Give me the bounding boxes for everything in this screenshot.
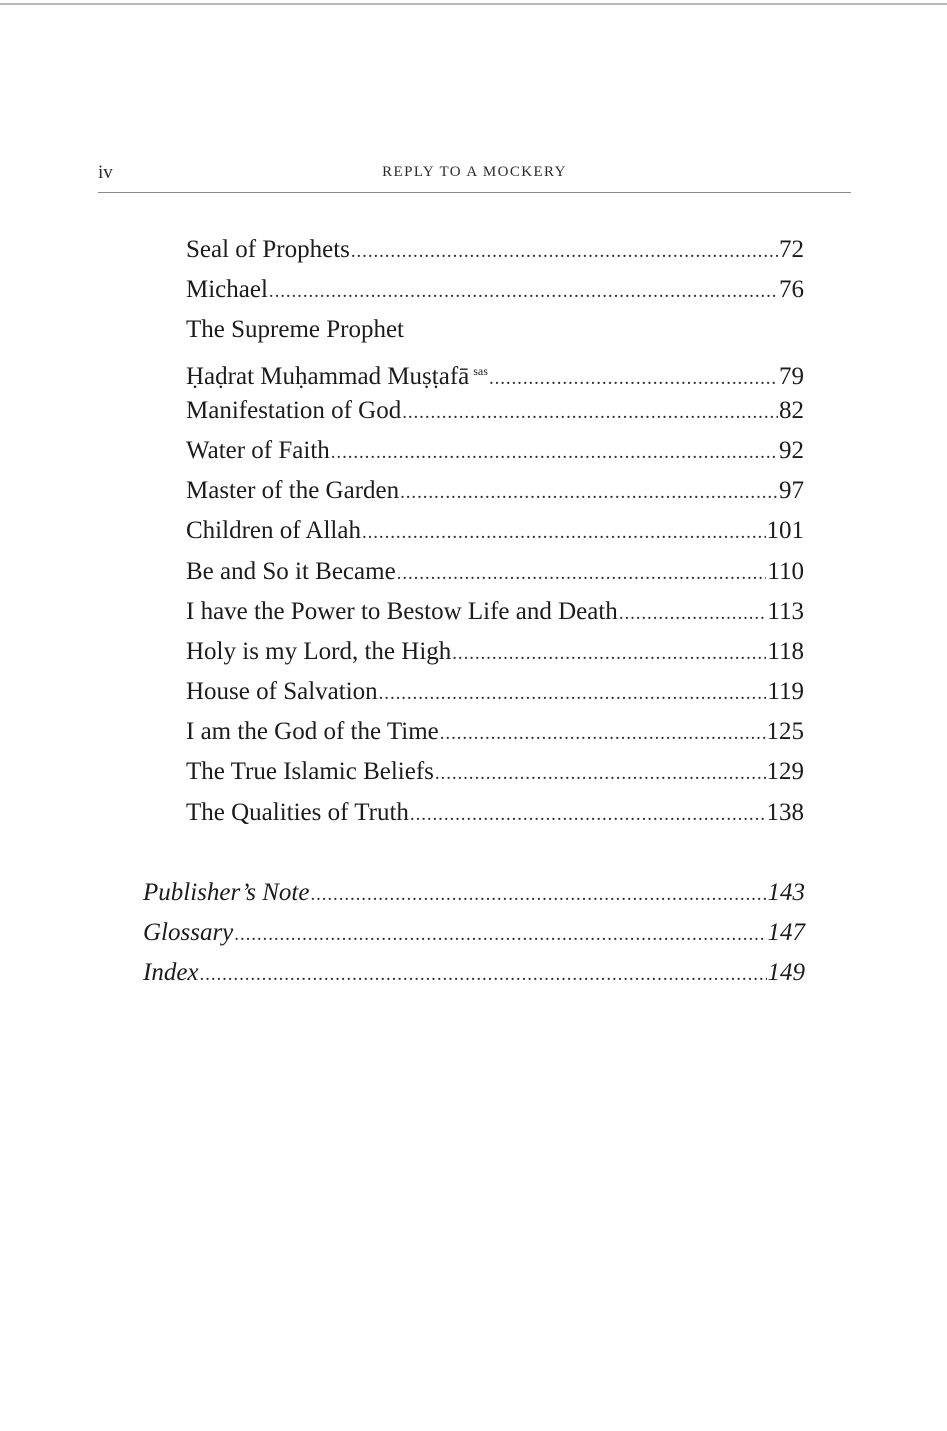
toc-entry-index[interactable] — [143, 953, 805, 993]
dot-leader — [331, 433, 778, 473]
honorific-superscript: sas — [473, 363, 488, 378]
toc-entry-page: 143 — [767, 878, 805, 906]
dot-leader — [269, 272, 778, 312]
toc-entry-page: 82 — [779, 396, 804, 424]
toc-entry-power-to-bestow-life[interactable] — [186, 592, 804, 632]
toc-entry-supreme-prophet-line1[interactable] — [186, 310, 804, 350]
toc-entry-page: 113 — [767, 597, 804, 625]
toc-entry-michael[interactable] — [186, 270, 804, 310]
toc-entry-title: Holy is my Lord, the High — [186, 637, 452, 665]
toc-entry-holy-is-my-lord[interactable] — [186, 632, 804, 672]
toc-entry-page: 72 — [779, 236, 804, 263]
dot-leader — [440, 714, 766, 754]
page-top-edge — [0, 3, 947, 5]
toc-entry-be-and-so-it-became[interactable] — [186, 552, 804, 592]
toc-entry-title: Water of Faith — [186, 436, 330, 464]
dot-leader — [362, 513, 766, 553]
toc-entry-glossary[interactable] — [143, 913, 805, 953]
toc-entry-page: 92 — [779, 436, 804, 464]
toc-entry-title-text: Ḥaḍrat Muḥammad Muṣṭafā — [186, 362, 470, 390]
dot-leader — [400, 473, 778, 513]
running-head — [98, 160, 851, 193]
dot-leader — [351, 232, 778, 272]
toc-entry-title: Master of the Garden — [186, 477, 400, 505]
toc-entry-title: Michael — [186, 276, 268, 304]
toc-entry-qualities-of-truth[interactable] — [186, 793, 804, 833]
dot-leader — [310, 875, 766, 915]
dot-leader — [619, 594, 767, 634]
toc-entry-house-of-salvation[interactable] — [186, 672, 804, 712]
toc-entry-true-islamic-beliefs[interactable] — [186, 752, 804, 792]
dot-leader — [200, 955, 767, 995]
toc-entry-title: Publisher’s Note — [143, 878, 310, 906]
toc-entry-page: 118 — [767, 637, 804, 665]
toc-entry-water-of-faith[interactable] — [186, 431, 804, 471]
toc-entry-title: Seal of Prophets — [186, 236, 350, 263]
toc-entry-title: Children of Allah — [186, 517, 361, 545]
toc-entry-supreme-prophet-line2[interactable] — [186, 351, 804, 391]
table-of-contents — [0, 230, 947, 993]
book-title: REPLY TO A MOCKERY — [382, 164, 567, 180]
toc-entry-title: Manifestation of God — [186, 396, 402, 424]
toc-entry-page: 149 — [767, 959, 805, 987]
toc-entry-page: 110 — [767, 557, 804, 585]
toc-entry-title: Glossary — [143, 919, 234, 946]
dot-leader — [402, 393, 778, 433]
toc-entry-manifestation-of-god[interactable] — [186, 391, 804, 431]
dot-leader — [435, 754, 766, 794]
toc-entry-title: Be and So it Became — [186, 557, 396, 585]
toc-entry-title: Index — [143, 959, 199, 987]
toc-entry-title: I have the Power to Bestow Life and Death — [186, 597, 618, 625]
dot-leader — [397, 554, 767, 594]
dot-leader — [410, 795, 766, 835]
toc-entry-page: 125 — [766, 718, 804, 746]
toc-entry-page: 129 — [766, 758, 804, 786]
toc-entry-page: 147 — [767, 919, 805, 946]
toc-entry-page: 138 — [766, 798, 804, 826]
toc-entry-publishers-note[interactable] — [143, 873, 805, 913]
toc-entry-page: 79 — [779, 362, 804, 390]
toc-entry-seal-of-prophets[interactable] — [186, 230, 804, 270]
toc-entry-title: House of Salvation — [186, 678, 378, 706]
toc-entry-page: 76 — [779, 276, 804, 304]
toc-entry-title — [186, 351, 488, 397]
page-number: iv — [98, 162, 113, 183]
toc-entry-title: The Qualities of Truth — [186, 798, 409, 826]
toc-entry-children-of-allah[interactable] — [186, 511, 804, 551]
toc-entry-title: The Supreme Prophet — [186, 316, 405, 344]
toc-entry-title: The True Islamic Beliefs — [186, 758, 434, 786]
toc-entry-page: 97 — [779, 477, 804, 505]
toc-entry-title: I am the God of the Time — [186, 718, 439, 746]
toc-entry-page: 119 — [767, 678, 804, 706]
dot-leader — [379, 674, 767, 714]
section-gap — [0, 833, 947, 873]
toc-entry-page: 101 — [766, 517, 804, 545]
dot-leader — [452, 634, 766, 674]
toc-entry-god-of-the-time[interactable] — [186, 712, 804, 752]
toc-entry-master-of-the-garden[interactable] — [186, 471, 804, 511]
dot-leader — [234, 915, 766, 955]
